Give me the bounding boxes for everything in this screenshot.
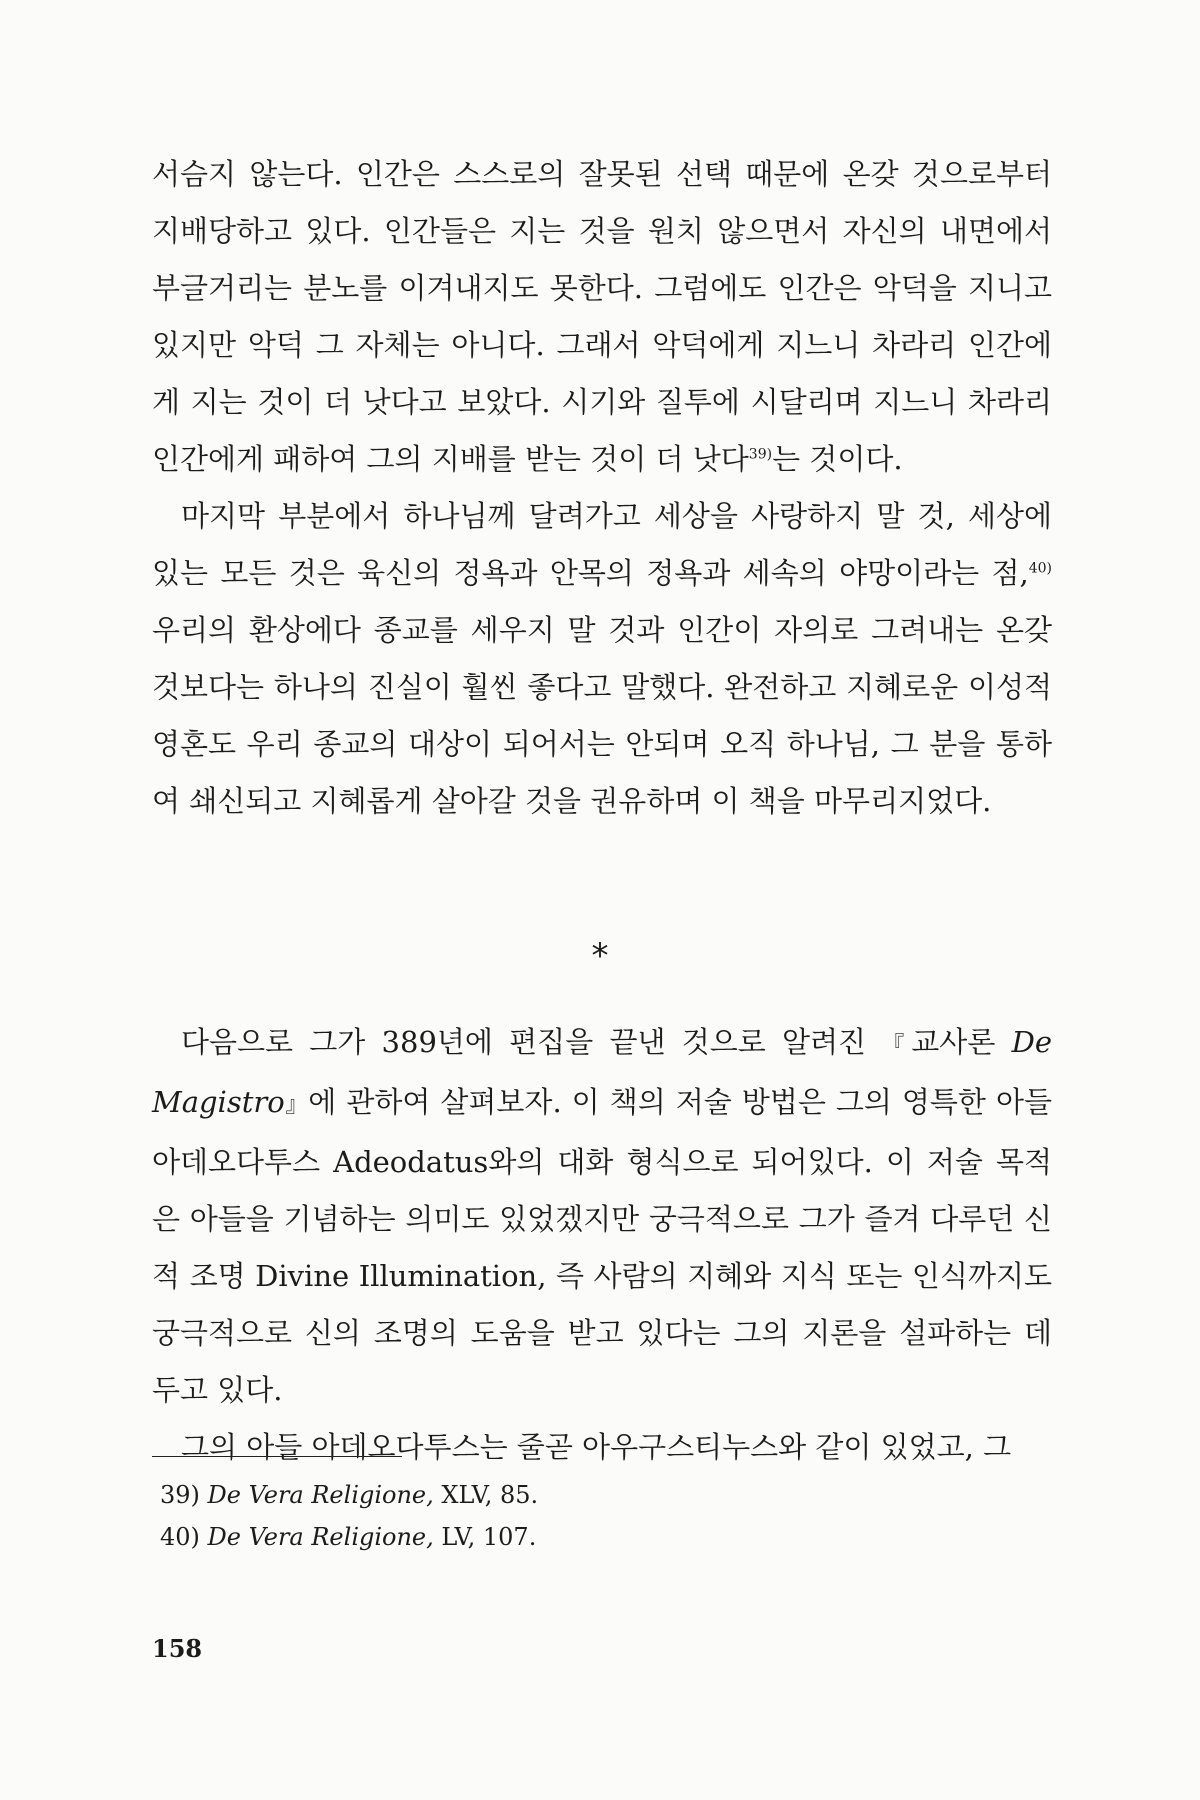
footnote-number: 40)	[160, 1523, 200, 1551]
page-number: 158	[152, 1634, 203, 1663]
paragraph	[152, 488, 1052, 830]
footnote	[152, 1516, 1052, 1558]
paragraph-text: 우리의 환상에다 종교를 세우지 말 것과 인간이 자의로 그려내는 온갖 것보다는 하나의 진실이 훨씬 좋다고 말했다. 완전하고 지혜로운 이성적 영혼도 우리 종교의 대상이 되어서는 안되며 오직 하나님, 그 분을 통하여 쇄신되고 지혜롭게 살아갈 것을 권유하며 이 책을 마무리지었다.	[152, 613, 1052, 818]
footnote-ref: XLV, 85.	[441, 1481, 539, 1509]
close-bracket: 』	[284, 1093, 309, 1118]
footnote-title: De Vera Religione,	[207, 1523, 434, 1551]
footnote-title: De Vera Religione,	[207, 1481, 434, 1509]
section-divider: *	[591, 936, 609, 976]
section-text	[152, 1014, 1052, 1476]
footnote-marker: 39)	[748, 446, 773, 463]
paragraph-text: 서슴지 않는다. 인간은 스스로의 잘못된 선택 때문에 온갖 것으로부터 지배당하고 있다. 인간들은 지는 것을 원치 않으면서 자신의 내면에서 부글거리는 분노를 이겨내지도 못한다. 그럼에도 인간은 악덕을 지니고 있지만 악덕 그 자체는 아니다. 그래서 악덕에게 지느니 차라리 인간에게 지는 것이 더 낫다고 보았다. 시기와 질투에 시달리며 지느니 차라리 인간에게 패하여 그의 지배를 받는 것이 더 낫다	[152, 157, 1052, 476]
footnote-marker: 40)	[1028, 560, 1052, 577]
paragraph	[152, 1419, 1052, 1476]
book-title-latin: De Magistro	[152, 1025, 1052, 1119]
paragraph	[152, 146, 1052, 488]
paragraph-text: 그의 아들 아데오다투스는 줄곧 아우구스티누스와 같이 있었고, 그	[181, 1430, 1012, 1464]
footnotes	[152, 1474, 1052, 1558]
footnote-ref: LV, 107.	[441, 1523, 537, 1551]
footnote-rule	[152, 1456, 402, 1457]
paragraph-text: 마지막 부분에서 하나님께 달려가고 세상을 사랑하지 말 것, 세상에 있는 모든 것은 육신의 정욕과 안목의 정욕과 세속의 야망이라는 점,	[152, 499, 1052, 590]
paragraph-text: 는 것이다.	[772, 442, 903, 476]
paragraph	[152, 1014, 1052, 1419]
footnote-number: 39)	[160, 1481, 200, 1509]
open-bracket: 『	[882, 1033, 912, 1058]
body-text	[152, 146, 1052, 830]
footnote	[152, 1474, 1052, 1516]
paragraph-text: 다음으로 그가 389년에 편집을 끝낸 것으로 알려진	[181, 1025, 883, 1059]
paragraph-text: 에 관하여 살펴보자. 이 책의 저술 방법은 그의 영특한 아들 아데오다투스 Adeodatus와의 대화 형식으로 되어있다. 이 저술 목적은 아들을 기념하는 의미도 있었겠지만 궁극적으로 그가 즐겨 다루던 신적 조명 Divine Illumination, 즉 사람의 지혜와 지식 또는 인식까지도 궁극적으로 신의 조명의 도움을 받고 있다는 그의 지론을 설파하는 데 두고 있다.	[152, 1085, 1052, 1407]
book-title-korean: 교사론	[911, 1025, 1012, 1059]
